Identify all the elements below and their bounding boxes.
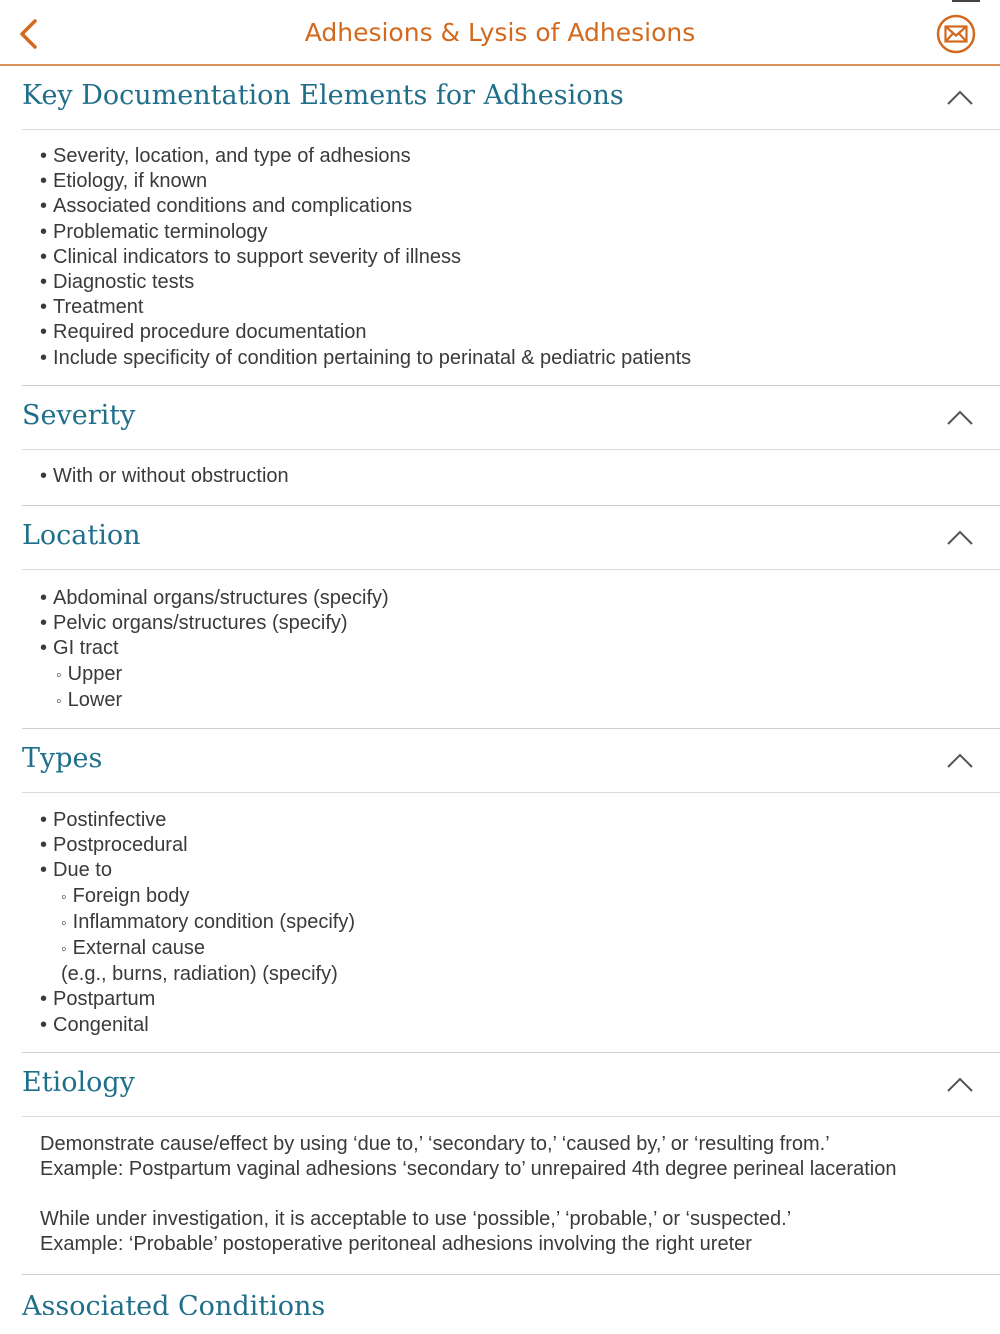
list-item: • Problematic terminology	[40, 220, 1000, 245]
section-header-severity[interactable]	[22, 386, 1000, 450]
page-title: Adhesions & Lysis of Adhesions	[304, 18, 696, 47]
list-item: • Due to	[40, 858, 1000, 883]
sub-list-item: ◦ Foreign body	[40, 884, 1000, 910]
sub-list-item: ◦ Inflammatory condition (specify)	[40, 910, 1000, 936]
list-item: • Required procedure documentation	[40, 320, 1000, 345]
list-item: • Abdominal organs/structures (specify)	[40, 586, 1000, 611]
list-item: • Associated conditions and complications	[40, 194, 1000, 219]
sub-list-item: ◦ Upper	[40, 662, 1000, 688]
list-item: • Etiology, if known	[40, 169, 1000, 194]
list-item: • Include specificity of condition pertaining to perinatal & pediatric patients	[40, 346, 1000, 371]
section-body-location	[22, 570, 1000, 729]
section-header-associated-conditions[interactable]	[22, 1275, 1000, 1315]
paragraph: Demonstrate cause/effect by using ‘due to,’ ‘secondary to,’ ‘caused by,’ or ‘resulting from.’	[40, 1132, 830, 1155]
paragraph: While under investigation, it is acceptable to use ‘possible,’ ‘probable,’ or ‘suspected.’	[40, 1208, 792, 1231]
list-item: • With or without obstruction	[40, 464, 1000, 489]
navigation-bar	[0, 0, 1000, 66]
section-header-key-documentation[interactable]	[22, 66, 1000, 130]
section-header-location[interactable]	[22, 506, 1000, 570]
section-header-etiology[interactable]	[22, 1053, 1000, 1117]
paragraph: Example: ‘Probable’ postoperative peritoneal adhesions involving the right ureter	[40, 1233, 752, 1256]
status-bar-indicator	[952, 0, 980, 2]
chevron-up-icon[interactable]	[946, 528, 974, 546]
sub-list-item: ◦ Lower	[40, 688, 1000, 714]
list-item: • Severity, location, and type of adhesions	[40, 144, 1000, 169]
list-item: • GI tract	[40, 636, 1000, 661]
chevron-up-icon[interactable]	[946, 88, 974, 106]
list-item: • Postpartum	[40, 987, 1000, 1012]
sub-list-item-continuation: (e.g., burns, radiation) (specify)	[61, 963, 338, 986]
section-title: Etiology	[22, 1066, 135, 1098]
sub-list-item: ◦ External cause	[40, 936, 1000, 962]
section-title: Key Documentation Elements for Adhesions	[22, 80, 624, 111]
chevron-up-icon[interactable]	[946, 1075, 974, 1093]
list-item: • Pelvic organs/structures (specify)	[40, 611, 1000, 636]
section-body-key-documentation	[22, 130, 1000, 386]
section-title: Location	[22, 520, 141, 552]
mail-icon	[936, 14, 976, 54]
list-item: • Postprocedural	[40, 833, 1000, 858]
list-item: • Diagnostic tests	[40, 270, 1000, 295]
paragraph: Example: Postpartum vaginal adhesions ‘secondary to’ unrepaired 4th degree perineal laceration	[40, 1158, 897, 1181]
list-item: • Clinical indicators to support severity of illness	[40, 245, 1000, 270]
list-item: • Treatment	[40, 295, 1000, 320]
section-body-severity	[22, 450, 1000, 506]
email-button[interactable]	[936, 14, 976, 54]
section-title: Types	[22, 743, 103, 775]
section-body-types	[22, 793, 1000, 1053]
section-title: Severity	[22, 399, 136, 431]
content-area	[0, 66, 1000, 1315]
section-title: Associated Conditions	[22, 1290, 326, 1315]
list-item: • Congenital	[40, 1013, 1000, 1038]
chevron-up-icon[interactable]	[946, 408, 974, 426]
chevron-up-icon[interactable]	[946, 751, 974, 769]
list-item: • Postinfective	[40, 808, 1000, 833]
section-header-types[interactable]	[22, 729, 1000, 793]
section-body-etiology	[22, 1117, 1000, 1275]
